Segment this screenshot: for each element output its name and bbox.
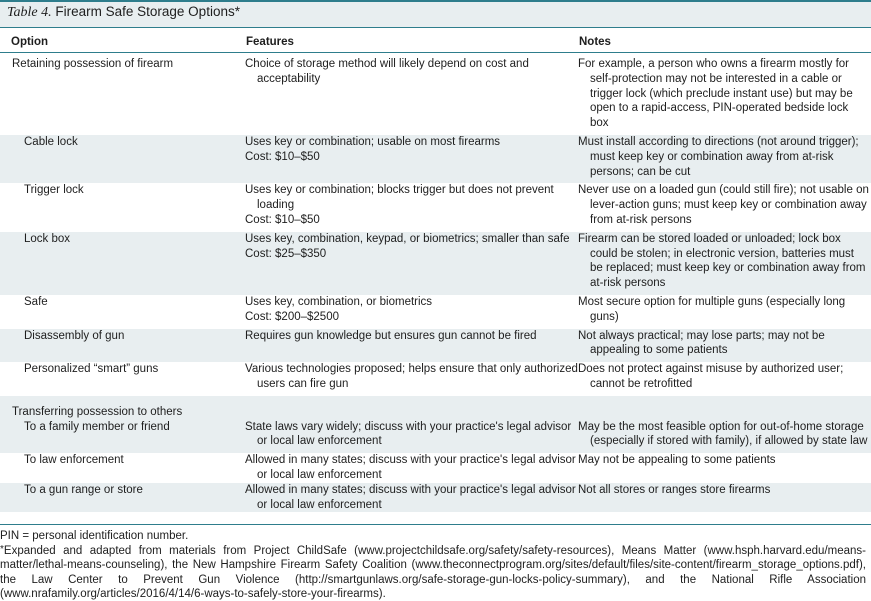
notes-cell: May not be appealing to some patients	[578, 454, 776, 467]
features-cell: Uses key or combination; blocks trigger but does not prevent loading	[245, 184, 554, 212]
table-row	[0, 329, 871, 363]
table-number: Table 4.	[7, 5, 52, 20]
features-cell: Requires gun knowledge but ensures gun cannot be fired	[245, 329, 537, 342]
cost-cell: Cost: $10–$50	[245, 150, 320, 163]
table-row	[0, 183, 871, 231]
table-row	[0, 135, 871, 183]
footnote-source	[0, 543, 866, 601]
features-cell: Uses key or combination; usable on most firearms	[245, 135, 501, 148]
table-bottom-rule	[0, 524, 871, 525]
features-cell: Choice of storage method will likely depend on cost and acceptability	[245, 58, 529, 85]
cost-cell: Cost: $10–$50	[245, 213, 320, 226]
notes-cell: Must install according to directions (not around trigger); must keep key or combination away from at-risk persons; can be cut	[578, 135, 859, 178]
option-cell: To a family member or friend	[24, 420, 170, 433]
notes-cell: Not all stores or ranges store firearms	[578, 483, 771, 496]
column-header-option: Option	[11, 36, 49, 48]
option-cell: Retaining possession of firearm	[12, 58, 174, 70]
option-section-cell: Transferring possession to others	[12, 405, 183, 418]
column-header-notes: Notes	[579, 36, 611, 48]
option-cell: Safe	[24, 295, 48, 308]
notes-cell: May be the most feasible option for out-of-home storage (especially if stored with family), if allowed by state law	[578, 420, 868, 448]
storage-options-table	[0, 57, 871, 512]
features-cell: Uses key, combination, keypad, or biometrics; smaller than safe	[245, 232, 570, 245]
table-row	[0, 362, 871, 396]
table-row	[0, 483, 871, 513]
notes-cell: Firearm can be stored loaded or unloaded; lock box could be stolen; in electronic version, batteries must be replaced; must keep key or combination away from at-risk persons	[578, 232, 866, 290]
table-row	[0, 232, 871, 295]
table-row	[0, 57, 871, 135]
cost-cell: Cost: $25–$350	[245, 247, 327, 260]
cost-cell: Cost: $200–$2500	[245, 310, 339, 323]
notes-cell: Most secure option for multiple guns (especially long guns)	[578, 295, 846, 323]
table-row	[0, 396, 871, 420]
features-cell: Various technologies proposed; helps ensure that only authorized users can fire gun	[245, 363, 578, 390]
column-header-features: Features	[246, 36, 294, 48]
option-cell: Disassembly of gun	[24, 329, 125, 342]
footnote-source-text: Expanded and adapted from materials from Project ChildSafe (www.projectchildsafe.org/safety/safety-resources), Means Matter (www.hsph.harvard.edu/means-matter/lethal-means-counseling), the New Hampshire Firearm Safety Coalition (www.theconnectprogram.org/sites/default/files/site-content/firearm_storage_options.pdf), the Law Center to Prevent Gun Violence (http://smartgunlaws.org/safe-storage-gun-locks-policy-summary), and the National Rifle Association (www.nrafamily.org/articles/2016/4/14/6-ways-to-safely-store-your-firearms).	[0, 545, 866, 600]
table-row	[0, 295, 871, 329]
notes-cell: For example, a person who owns a firearm mostly for self-protection may not be interested in a cable or trigger lock (which preclude instant use) but may be open to a rapid-access, PIN-operated bedside lock box	[578, 58, 853, 130]
table-title-text: Firearm Safe Storage Options*	[55, 4, 240, 19]
features-cell: Uses key, combination, or biometrics	[245, 295, 433, 308]
table-row	[0, 420, 871, 454]
table-row	[0, 453, 871, 483]
option-cell: To law enforcement	[24, 454, 124, 467]
table-title	[0, 0, 871, 27]
option-cell: Lock box	[24, 232, 71, 245]
features-cell: Allowed in many states; discuss with your practice's legal advisor or local law enforcement	[245, 483, 576, 511]
table-footnotes	[0, 529, 866, 601]
option-cell: Trigger lock	[24, 184, 84, 197]
notes-cell: Not always practical; may lose parts; may not be appealing to some patients	[578, 329, 825, 357]
option-cell: To a gun range or store	[24, 483, 143, 496]
footnote-pin: PIN = personal identification number.	[0, 530, 189, 542]
option-cell: Cable lock	[24, 135, 78, 148]
features-cell: State laws vary widely; discuss with your practice's legal advisor or local law enforcement	[245, 420, 572, 448]
option-cell: Personalized “smart” guns	[24, 363, 159, 376]
notes-cell: Never use on a loaded gun (could still fire); not usable on lever-action guns; must keep key or combination away from at-risk persons	[578, 184, 869, 226]
features-cell: Allowed in many states; discuss with your practice's legal advisor or local law enforcement	[245, 454, 576, 481]
table-header-row	[0, 27, 871, 53]
footnote-marker: *	[0, 544, 4, 556]
notes-cell: Does not protect against misuse by authorized user; cannot be retrofitted	[578, 363, 844, 390]
